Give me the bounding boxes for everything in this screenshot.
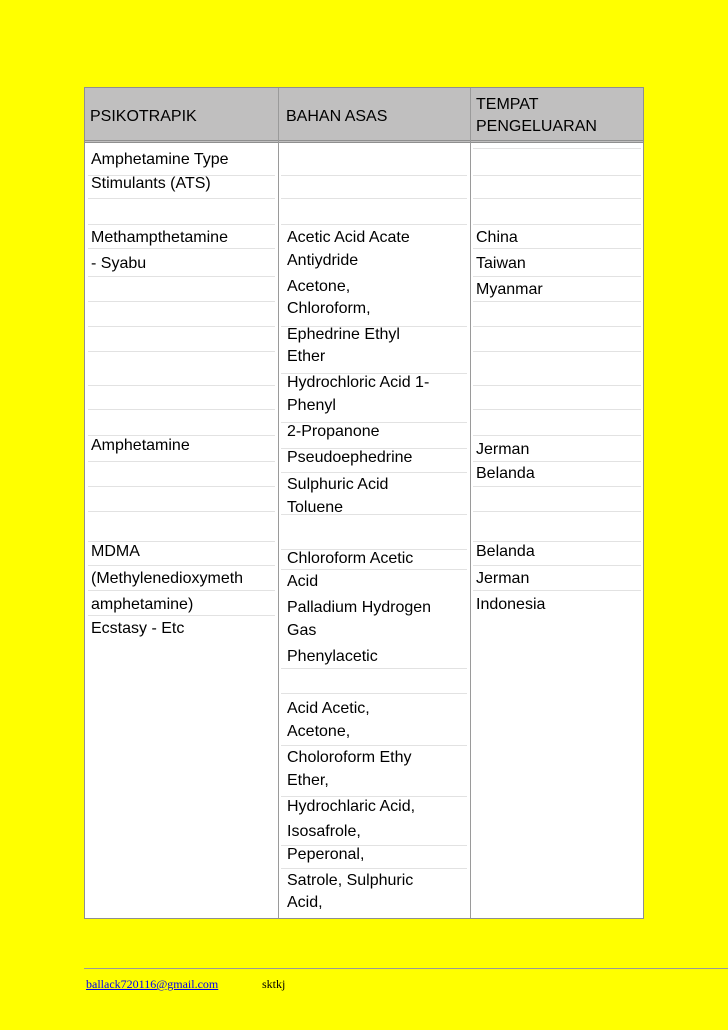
bahan-asas-item: Pseudoephedrine xyxy=(287,449,413,466)
header-tempat: TEMPAT xyxy=(476,96,539,113)
psikotropik-item: Amphetamine xyxy=(91,437,190,454)
bahan-asas-item: Acid, xyxy=(287,894,323,911)
bahan-asas-item: 2-Propanone xyxy=(287,423,380,440)
bahan-asas-item: Phenylacetic xyxy=(287,648,378,665)
bahan-asas-item: Chloroform Acetic xyxy=(287,550,414,567)
bahan-asas-item: Acid Acetic, xyxy=(287,700,370,717)
bahan-asas-item: Phenyl xyxy=(287,397,336,414)
tempat-item: Jerman xyxy=(476,570,530,587)
tempat-item: Jerman xyxy=(476,441,530,458)
bahan-asas-item: Isosafrole, xyxy=(287,823,361,840)
bahan-asas-item: Chloroform, xyxy=(287,300,371,317)
bahan-asas-item: Acetic Acid Acate xyxy=(287,229,410,246)
bahan-asas-item: Ether, xyxy=(287,772,329,789)
psikotropik-item: Ecstasy - Etc xyxy=(91,620,185,637)
bahan-asas-item: Acetone, xyxy=(287,278,351,295)
footer-email-link[interactable]: ballack720116@gmail.com xyxy=(86,977,219,991)
page-footer xyxy=(84,968,728,999)
psikotropik-item: - Syabu xyxy=(91,255,147,272)
bahan-asas-item: Antiydride xyxy=(287,252,359,269)
bahan-asas-item: Hydrochloric Acid 1- xyxy=(287,374,430,391)
bahan-asas-item: Toluene xyxy=(287,499,344,516)
bahan-asas-item: Peperonal, xyxy=(287,846,365,863)
header-psikotrapik: PSIKOTRAPIK xyxy=(90,108,197,125)
psikotropik-table xyxy=(84,87,644,919)
header-bahan-asas: BAHAN ASAS xyxy=(286,108,388,125)
psikotropik-item: (Methylenedioxymeth xyxy=(91,570,244,587)
psikotropik-item: Amphetamine Type xyxy=(91,151,229,168)
bahan-asas-item: Acetone, xyxy=(287,723,351,740)
row-guides-col3 xyxy=(470,88,644,920)
psikotropik-item: MDMA xyxy=(91,543,140,560)
tempat-item: Taiwan xyxy=(476,255,526,272)
tempat-item: Belanda xyxy=(476,543,535,560)
bahan-asas-item: Choloroform Ethy xyxy=(287,749,412,766)
bahan-asas-item: Gas xyxy=(287,622,317,639)
bahan-asas-item: Ether xyxy=(287,348,326,365)
tempat-item: China xyxy=(476,229,518,246)
bahan-asas-item: Ephedrine Ethyl xyxy=(287,326,400,343)
tempat-item: Myanmar xyxy=(476,281,543,298)
header-pengeluaran: PENGELUARAN xyxy=(476,118,597,135)
bahan-asas-item: Acid xyxy=(287,573,319,590)
bahan-asas-item: Palladium Hydrogen xyxy=(287,599,432,616)
row-guides-col1 xyxy=(85,88,278,920)
psikotropik-item: amphetamine) xyxy=(91,596,194,613)
psikotropik-item: Methampthetamine xyxy=(91,229,228,246)
footer-tag: sktkj xyxy=(262,977,286,991)
bahan-asas-item: Satrole, Sulphuric xyxy=(287,872,414,889)
psikotropik-item: Stimulants (ATS) xyxy=(91,175,211,192)
tempat-item: Indonesia xyxy=(476,596,546,613)
bahan-asas-item: Sulphuric Acid xyxy=(287,476,389,493)
bahan-asas-item: Hydrochlaric Acid, xyxy=(287,798,416,815)
tempat-item: Belanda xyxy=(476,465,535,482)
